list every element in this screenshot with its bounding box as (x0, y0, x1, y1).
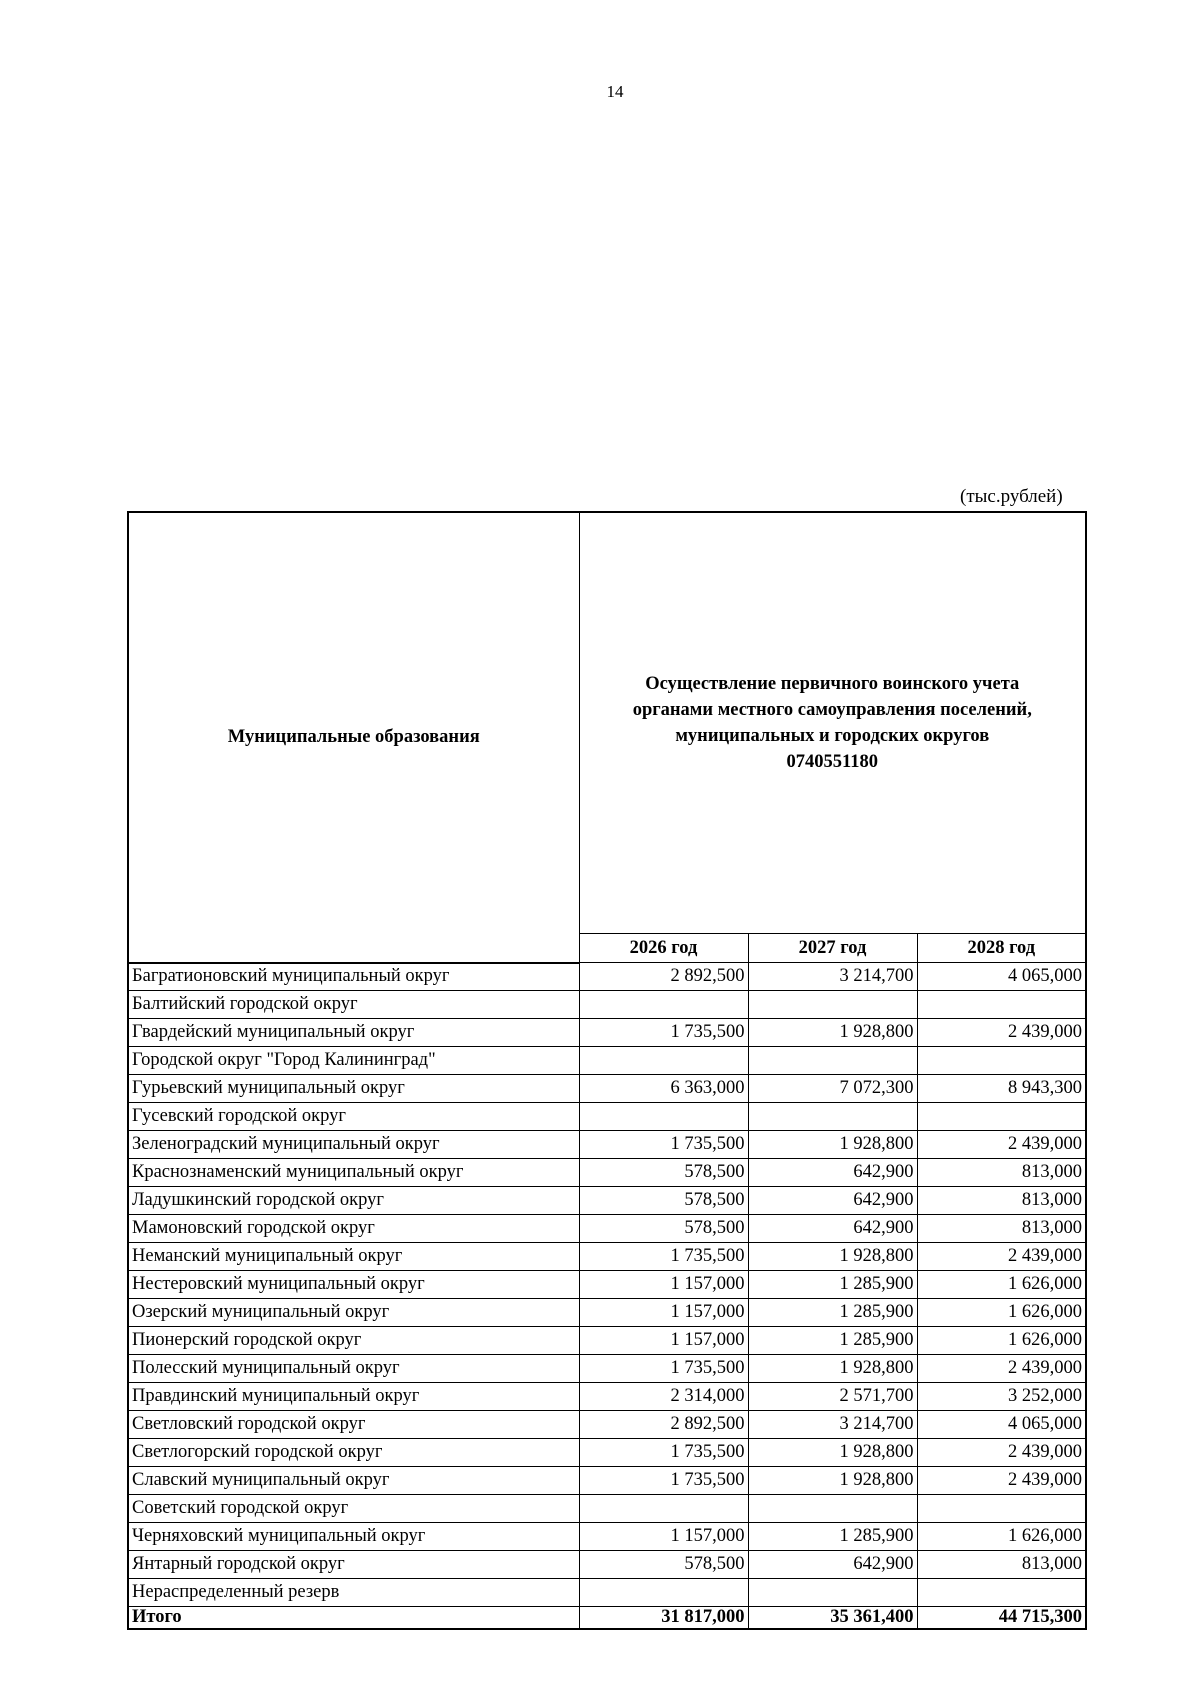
row-value-2027: 1 285,900 (748, 1271, 917, 1299)
table-row (128, 1019, 1086, 1047)
row-value-2027: 1 928,800 (748, 1355, 917, 1383)
header-row (128, 512, 1086, 934)
row-value-2026: 1 735,500 (579, 1439, 748, 1467)
row-value-2027: 642,900 (748, 1159, 917, 1187)
row-value-2026: 1 735,500 (579, 1243, 748, 1271)
row-value-2028: 813,000 (917, 1215, 1086, 1243)
row-value-2028 (917, 1103, 1086, 1131)
table-row (128, 1299, 1086, 1327)
row-name: Пионерский городской округ (128, 1327, 579, 1355)
row-name: Багратионовский муниципальный округ (128, 963, 579, 991)
table-row (128, 1551, 1086, 1579)
year-2026-header: 2026 год (579, 934, 748, 963)
total-label: Итого (128, 1607, 579, 1630)
row-value-2027: 1 928,800 (748, 1131, 917, 1159)
row-name: Нестеровский муниципальный округ (128, 1271, 579, 1299)
row-value-2028 (917, 1579, 1086, 1607)
row-value-2026 (579, 1579, 748, 1607)
total-2026: 31 817,000 (579, 1607, 748, 1630)
row-value-2028: 2 439,000 (917, 1019, 1086, 1047)
row-value-2026: 1 735,500 (579, 1131, 748, 1159)
row-value-2027 (748, 1047, 917, 1075)
header-municipalities: Муниципальные образования (128, 512, 579, 963)
row-value-2028: 1 626,000 (917, 1299, 1086, 1327)
row-value-2027 (748, 991, 917, 1019)
table-row (128, 1383, 1086, 1411)
table-row (128, 1131, 1086, 1159)
year-2027-header: 2027 год (748, 934, 917, 963)
row-name: Ладушкинский городской округ (128, 1187, 579, 1215)
row-value-2026: 2 892,500 (579, 1411, 748, 1439)
total-row (128, 1607, 1086, 1630)
row-value-2026 (579, 1103, 748, 1131)
row-name: Светловский городской округ (128, 1411, 579, 1439)
row-name: Мамоновский городской округ (128, 1215, 579, 1243)
row-value-2028: 2 439,000 (917, 1131, 1086, 1159)
row-value-2026: 578,500 (579, 1159, 748, 1187)
row-value-2028 (917, 1495, 1086, 1523)
table-row (128, 1579, 1086, 1607)
row-value-2027: 642,900 (748, 1551, 917, 1579)
row-value-2028: 2 439,000 (917, 1243, 1086, 1271)
year-2028-header: 2028 год (917, 934, 1086, 963)
header-purpose-line: муниципальных и городских округов (675, 726, 990, 746)
table-row (128, 991, 1086, 1019)
row-value-2026: 1 735,500 (579, 1355, 748, 1383)
row-value-2028: 2 439,000 (917, 1439, 1086, 1467)
row-name: Городской округ "Город Калининград" (128, 1047, 579, 1075)
row-value-2028: 2 439,000 (917, 1355, 1086, 1383)
row-value-2028 (917, 991, 1086, 1019)
row-value-2028: 813,000 (917, 1187, 1086, 1215)
units-label: (тыс.рублей) (960, 486, 1063, 507)
row-value-2026: 1 735,500 (579, 1467, 748, 1495)
row-value-2027: 1 928,800 (748, 1243, 917, 1271)
row-value-2027: 1 928,800 (748, 1467, 917, 1495)
row-value-2028: 4 065,000 (917, 1411, 1086, 1439)
row-name: Гурьевский муниципальный округ (128, 1075, 579, 1103)
row-value-2028: 3 252,000 (917, 1383, 1086, 1411)
row-value-2026 (579, 1047, 748, 1075)
row-name: Краснознаменский муниципальный округ (128, 1159, 579, 1187)
row-value-2026: 578,500 (579, 1215, 748, 1243)
row-value-2027: 2 571,700 (748, 1383, 917, 1411)
row-name: Балтийский городской округ (128, 991, 579, 1019)
table-row (128, 963, 1086, 991)
row-value-2028 (917, 1047, 1086, 1075)
row-value-2028: 1 626,000 (917, 1327, 1086, 1355)
row-name: Зеленоградский муниципальный округ (128, 1131, 579, 1159)
row-value-2027: 1 285,900 (748, 1299, 917, 1327)
table-row (128, 1355, 1086, 1383)
row-value-2026: 2 314,000 (579, 1383, 748, 1411)
row-name: Черняховский муниципальный округ (128, 1523, 579, 1551)
table-row (128, 1467, 1086, 1495)
table-row (128, 1159, 1086, 1187)
row-value-2028: 813,000 (917, 1159, 1086, 1187)
row-name: Нераспределенный резерв (128, 1579, 579, 1607)
total-2028: 44 715,300 (917, 1607, 1086, 1630)
row-value-2026: 2 892,500 (579, 963, 748, 991)
row-value-2026: 578,500 (579, 1187, 748, 1215)
row-value-2027: 3 214,700 (748, 963, 917, 991)
row-name: Янтарный городской округ (128, 1551, 579, 1579)
row-name: Правдинский муниципальный округ (128, 1383, 579, 1411)
row-value-2026: 1 157,000 (579, 1299, 748, 1327)
table-row (128, 1439, 1086, 1467)
row-value-2027: 642,900 (748, 1187, 917, 1215)
row-name: Гусевский городской округ (128, 1103, 579, 1131)
row-name: Гвардейский муниципальный округ (128, 1019, 579, 1047)
row-value-2027: 7 072,300 (748, 1075, 917, 1103)
table-row (128, 1075, 1086, 1103)
table-row (128, 1271, 1086, 1299)
row-value-2028: 8 943,300 (917, 1075, 1086, 1103)
row-name: Славский муниципальный округ (128, 1467, 579, 1495)
table-row (128, 1215, 1086, 1243)
row-value-2026: 1 735,500 (579, 1019, 748, 1047)
row-value-2027 (748, 1103, 917, 1131)
table-row (128, 1523, 1086, 1551)
table-row (128, 1103, 1086, 1131)
table-row (128, 1411, 1086, 1439)
budget-table (127, 511, 1087, 1630)
row-value-2026 (579, 1495, 748, 1523)
row-value-2027: 642,900 (748, 1215, 917, 1243)
header-purpose-line: органами местного самоуправления поселений, (632, 700, 1032, 720)
row-value-2028: 813,000 (917, 1551, 1086, 1579)
page-number: 14 (606, 82, 624, 101)
table-row (128, 1047, 1086, 1075)
row-value-2026: 578,500 (579, 1551, 748, 1579)
row-value-2026: 1 157,000 (579, 1271, 748, 1299)
row-name: Озерский муниципальный округ (128, 1299, 579, 1327)
row-value-2027 (748, 1495, 917, 1523)
row-value-2028: 4 065,000 (917, 963, 1086, 991)
row-value-2026: 1 157,000 (579, 1327, 748, 1355)
row-value-2027: 1 928,800 (748, 1439, 917, 1467)
row-value-2026: 1 157,000 (579, 1523, 748, 1551)
row-value-2026 (579, 991, 748, 1019)
table-row (128, 1327, 1086, 1355)
header-code: 0740551180 (786, 752, 878, 772)
row-value-2028: 1 626,000 (917, 1523, 1086, 1551)
header-purpose-line: Осуществление первичного воинского учета (645, 674, 1020, 694)
row-name: Советский городской округ (128, 1495, 579, 1523)
table-row (128, 1495, 1086, 1523)
header-purpose (579, 512, 1086, 934)
table-row (128, 1243, 1086, 1271)
total-2027: 35 361,400 (748, 1607, 917, 1630)
row-name: Неманский муниципальный округ (128, 1243, 579, 1271)
row-value-2028: 1 626,000 (917, 1271, 1086, 1299)
row-value-2027 (748, 1579, 917, 1607)
table-body (128, 963, 1086, 1607)
row-value-2028: 2 439,000 (917, 1467, 1086, 1495)
row-name: Полесский муниципальный округ (128, 1355, 579, 1383)
row-name: Светлогорский городской округ (128, 1439, 579, 1467)
table-row (128, 1187, 1086, 1215)
row-value-2027: 1 285,900 (748, 1523, 917, 1551)
row-value-2027: 1 285,900 (748, 1327, 917, 1355)
row-value-2026: 6 363,000 (579, 1075, 748, 1103)
row-value-2027: 3 214,700 (748, 1411, 917, 1439)
row-value-2027: 1 928,800 (748, 1019, 917, 1047)
